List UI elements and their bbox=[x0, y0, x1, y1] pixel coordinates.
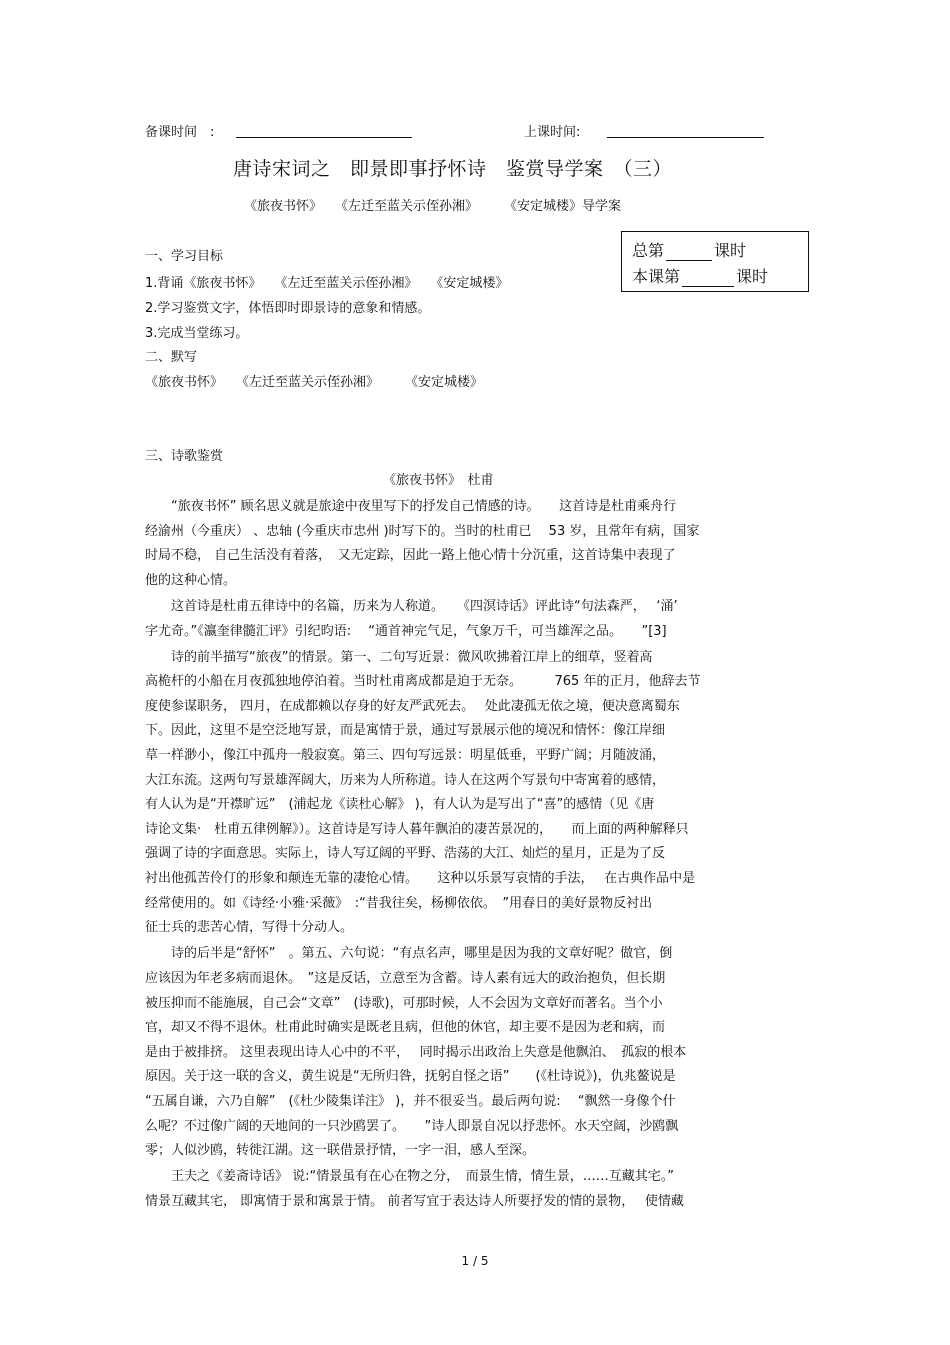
objective-item: 2.学习鉴赏文字，体悟即时即景诗的意象和情感。 bbox=[145, 301, 431, 316]
total-lesson-suffix: 课时 bbox=[714, 241, 747, 260]
body-text-line: 强调了诗的字面意思。实际上，诗人写辽阔的平野、浩荡的大江、灿烂的星月，正是为了反 bbox=[145, 846, 666, 861]
dictation-poems: 《旅夜书怀》 《左迁至蓝关示侄孙湘》 《安定城楼》 bbox=[145, 375, 484, 390]
poem-title: 《旅夜书怀》 杜甫 bbox=[383, 473, 494, 488]
body-text-line: 王夫之《姜斋诗话》 说:“情景虽有在心在物之分， 而景生情，情生景，……互藏其宅。” bbox=[145, 1169, 674, 1184]
body-text-line: “五属自谦，六乃自解” (《杜少陵集详注》 )，并不很妥当。最后两句说: “飘然一身像个什 bbox=[145, 1094, 676, 1109]
section1-heading: 一、学习目标 bbox=[145, 249, 224, 264]
body-text-line: 字尤奇。”《瀛奎律髓汇评》引纪昀语: “通首神完气足，气象万千，可当雄浑之品。 ”[3] bbox=[145, 624, 667, 639]
total-lesson-prefix: 总第 bbox=[632, 241, 665, 260]
body-text-line: 这首诗是杜甫五律诗中的名篇，历来为人称道。 《四溟诗话》评此诗“句法森严， ‘涌’ bbox=[145, 599, 678, 614]
body-text-line: 情景互藏其宅， 即寓情于景和寓景于情。 前者写宜于表达诗人所要抒发的情的景物， 使情藏 bbox=[145, 1194, 684, 1209]
body-text-line: 经渝州（今重庆） 、忠轴 (今重庆市忠州 )时写下的。当时的杜甫已 53 岁，且常年有病，国家 bbox=[145, 524, 700, 539]
body-text-line: 高桅杆的小船在月夜孤独地停泊着。当时杜甫离成都是迫于无奈。 765 年的正月，他辞去节 bbox=[145, 674, 701, 689]
body-text-line: 零；人似沙鸥，转徙江湖。这一联借景抒情，一字一泪，感人至深。 bbox=[145, 1143, 536, 1158]
body-text-line: 诗论文集· 杜甫五律例解》）。这首诗是写诗人暮年飘泊的凄苦景况的， 而上面的两种解释只 bbox=[145, 822, 689, 837]
prep-time-blank[interactable] bbox=[236, 137, 412, 138]
body-text-line: 时局不稳， 自己生活没有着落， 又无定踪，因此一路上他心情十分沉重，这首诗集中表现了 bbox=[145, 548, 676, 563]
body-text-line: 大江东流。这两句写景雄浑阔大，历来为人所称道。诗人在这两个写景句中寄寓着的感情， bbox=[145, 773, 666, 788]
page-title: 唐诗宋词之 即景即事抒怀诗 鉴赏导学案 （三） bbox=[233, 158, 673, 180]
body-text-line: 下。因此，这里不是空泛地写景，而是寓情于景，通过写景展示他的境况和情怀：像江岸细 bbox=[145, 723, 666, 738]
body-text-line: 草一样渺小，像江中孤舟一般寂寞。第三、四句写远景：明星低垂，平野广阔；月随波涌， bbox=[145, 748, 666, 763]
current-lesson-prefix: 本课第 bbox=[632, 267, 681, 286]
prep-time-label: 备课时间 : bbox=[145, 125, 215, 140]
objective-item: 3.完成当堂练习。 bbox=[145, 326, 249, 341]
class-time-label: 上课时间: bbox=[524, 125, 581, 140]
section2-heading: 二、默写 bbox=[145, 350, 198, 365]
body-text-line: “旅夜书怀” 顾名思义就是旅途中夜里写下的抒发自己情感的诗。 这首诗是杜甫乘舟行 bbox=[145, 499, 677, 514]
body-text-line: 官，却又不得不退休。杜甫此时确实是既老且病，但他的休官，却主要不是因为老和病，而 bbox=[145, 1020, 666, 1035]
body-text-line: 衬出他孤苦伶仃的形象和颠连无靠的凄怆心情。 这种以乐景写哀情的手法， 在古典作品中是 bbox=[145, 871, 696, 886]
current-lesson-suffix: 课时 bbox=[736, 267, 769, 286]
section3-heading: 三、诗歌鉴赏 bbox=[145, 449, 224, 464]
body-text-line: 有人认为是“开襟旷远” (浦起龙《读杜心解》 )，有人认为是写出了“喜”的感情（见《唐 bbox=[145, 797, 655, 812]
lesson-count-box bbox=[621, 231, 809, 292]
page-subtitle: 《旅夜书怀》 《左迁至蓝关示侄孙湘》 《安定城楼》导学案 bbox=[244, 199, 622, 214]
page-number: 1 / 5 bbox=[461, 1254, 489, 1268]
body-text-line: 应该因为年老多病而退休。 ”这是反话，立意至为含蓄。诗人素有远大的政治抱负，但长期 bbox=[145, 971, 666, 986]
class-time-blank[interactable] bbox=[607, 137, 764, 138]
body-text-line: 么呢？不过像广阔的天地间的一只沙鸥罢了。 ”诗人即景自况以抒悲怀。水天空阔，沙鸥飘 bbox=[145, 1119, 679, 1134]
current-lesson-row bbox=[632, 264, 768, 287]
body-text-line: 经常使用的。如《诗经·小雅·采薇》 :“昔我往矣，杨柳依依。 ”用春日的美好景物反衬出 bbox=[145, 896, 653, 911]
body-text-line: 被压抑而不能施展，自己会“文章” (诗歌)，可那时候，人不会因为文章好而著名。当个小 bbox=[145, 996, 663, 1011]
body-text-line: 原因。关于这一联的含义，黄生说是“无所归咎，抚躬自怪之语” (《杜诗说》)，仇兆鳌说是 bbox=[145, 1069, 676, 1084]
total-lesson-row bbox=[632, 238, 746, 261]
body-text-line: 诗的后半是“舒怀” 。第五、六句说：“有点名声，哪里是因为我的文章好呢？做官，倒 bbox=[145, 946, 673, 961]
current-lesson-blank[interactable] bbox=[682, 270, 734, 287]
body-text-line: 度使参谋职务， 四月，在成都赖以存身的好友严武死去。 处此凄孤无依之境，便决意离蜀东 bbox=[145, 699, 680, 714]
total-lesson-blank[interactable] bbox=[666, 244, 712, 261]
objective-item: 1.背诵《旅夜书怀》 《左迁至蓝关示侄孙湘》 《安定城楼》 bbox=[145, 276, 509, 291]
body-text-line: 他的这种心情。 bbox=[145, 573, 237, 588]
body-text-line: 征士兵的悲苦心情，写得十分动人。 bbox=[145, 920, 354, 935]
body-text-line: 是由于被排挤。 这里表现出诗人心中的不平， 同时揭示出政治上失意是他飘泊、 孤寂的根本 bbox=[145, 1045, 687, 1060]
body-text-line: 诗的前半描写“旅夜”的情景。第一、二句写近景：微风吹拂着江岸上的细草，竖着高 bbox=[145, 650, 653, 665]
